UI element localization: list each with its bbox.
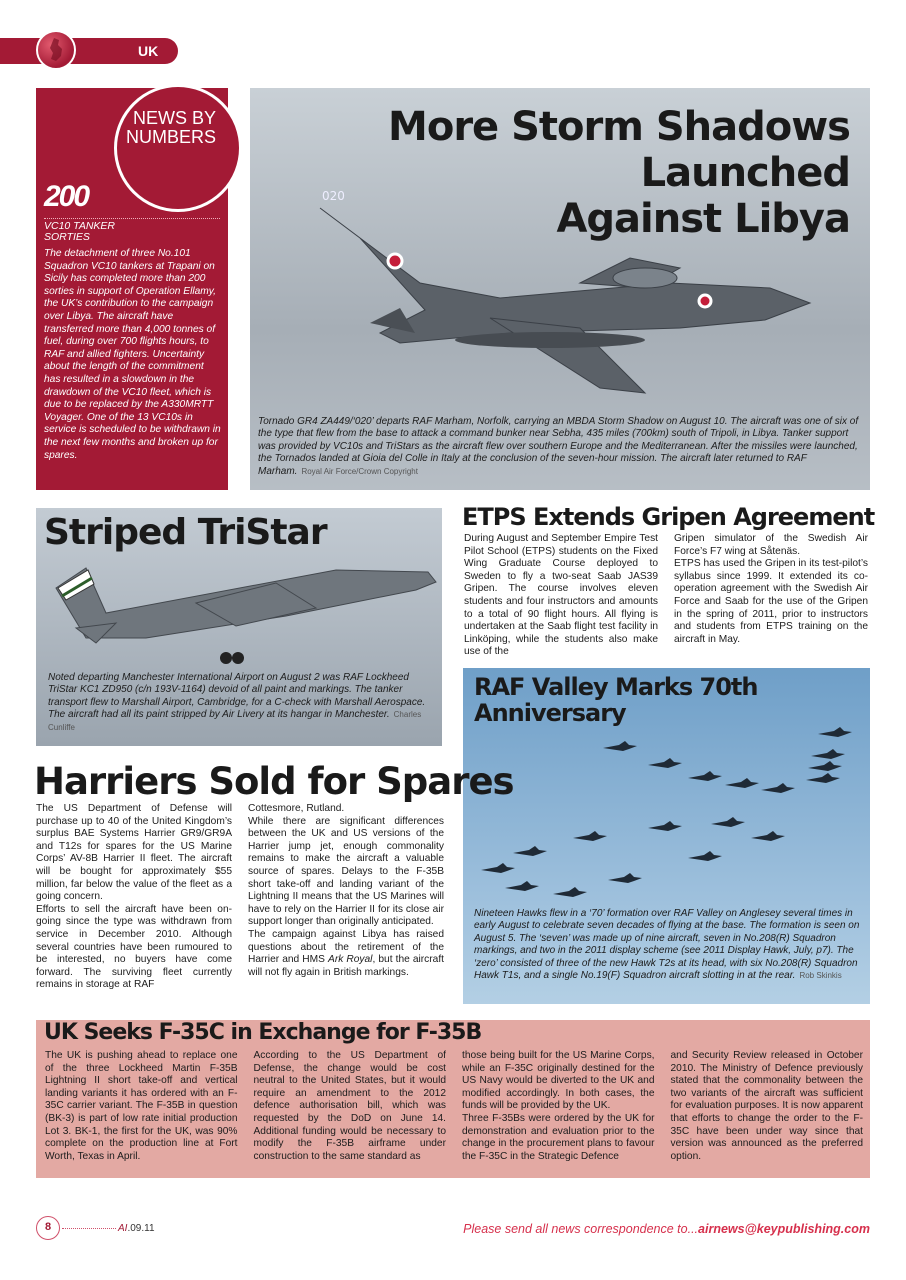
stat-number: 200	[44, 180, 89, 213]
harriers-column-1	[36, 803, 232, 992]
etps-column-2	[674, 533, 868, 646]
stat-body: The detachment of three No.101 Squadron VC10 tankers at Trapani on Sicily has completed more than 200 sorties in support of Operation Ellamy, the UK’s contribution to the campaign over Libya. The aircraft have transferred more than 4,000 tonnes of fuel, during over 700 flights hours, to RAF and allied fighters. Uncertainty about the length of the commitment has resulted in a slowdown in the drawdown of the VC10 fleet, which is due to be replaced by the A330MRTT Voyager. One of the 13 VC10s in service is scheduled to be withdrawn in the next few months and broken up for spares.	[44, 248, 221, 461]
ship-name: Ark Royal	[328, 954, 373, 966]
uk-map-icon	[36, 30, 76, 70]
paragraph: Three F-35Bs were ordered by the UK for demonstration and evaluation prior to the change in the procurement plans to favour the F-35C in the Strategic Defence	[462, 1112, 655, 1162]
text: , but the aircraft will not fly again in British markings.	[248, 954, 444, 978]
magazine-abbrev: AI	[118, 1223, 128, 1234]
storm-shadow-caption	[258, 416, 862, 478]
tail-code: 020	[322, 189, 345, 203]
paragraph: those being built for the US Marine Corps, while an F-35C originally destined for the US Navy would be diverted to the UK and modified accordingly. In both cases, the funds will be provided by the UK.	[462, 1050, 655, 1112]
stat-label: VC10 TANKER SORTIES	[44, 220, 115, 243]
tristar-headline: Striped TriStar	[44, 512, 327, 553]
paragraph: While there are significant differences between the UK and US versions of the Harrier jump jet, enough commonality remains to make the aircraft a valuable source of spares. Delays to the F-35B short take-off and landing variant of the Lightning II means that the US Marines will have to rely on the Harrier II for its close air support longer than originally anticipated.	[248, 815, 444, 928]
valley-headline	[474, 674, 757, 726]
issue-label	[118, 1223, 155, 1234]
caption-text: Nineteen Hawks flew in a ‘70’ formation over RAF Valley on Anglesey several times in early August to celebrate seven decades of flying at the base. The formation is seen on August 5. The ‘seven’ was made up of nine aircraft, seven in No.208(R) Squadron markings, and two in the 2011 display scheme (see 2011 Display Hawk, July, p7). The ‘zero’ consisted of three of the new Hawk T2s at its head, with six No.208(R) Squadron Hawk T1s, and a single No.19(F) Squadron aircraft slotting in at the rear.	[474, 908, 860, 982]
divider	[62, 1228, 116, 1229]
footer-text: Please send all news correspondence to...	[463, 1222, 699, 1236]
section-label: UK	[138, 43, 159, 59]
caption-text: Noted departing Manchester International Airport on August 2 was RAF Lockheed TriStar KC1 ZD950 (c/n 193V-1164) devoid of all paint and markings. The tanker transport flew to Marshall Airport, Cambridge, for a C-check with Marshall Aerospace. The aircraft had all its paint stripped by Air Livery at its hangar in Manchester.	[48, 672, 426, 721]
f35-columns	[45, 1050, 863, 1163]
f35-headline: UK Seeks F-35C in Exchange for F-35B	[44, 1020, 482, 1045]
harriers-headline: Harriers Sold for Spares	[34, 760, 514, 803]
paragraph: Gripen simulator of the Swedish Air Force’s F7 wing at Såtenäs.	[674, 533, 868, 557]
page-number: 8	[36, 1216, 60, 1240]
photo-credit: Charles Cunliffe	[48, 710, 422, 732]
headline-line-2: Anniversary	[474, 699, 626, 727]
paragraph: Cottesmore, Rutland.	[248, 803, 345, 814]
f35-column-2: According to the US Department of Defense, the change would be cost neutral to the United States, but it would require an amendment to the 2012 defence authorisation bill, which was requested by the DoD on June 14. Additional funding would be necessary to modify the F-35B airframe under construction to the same standard as	[253, 1050, 446, 1162]
divider	[44, 218, 220, 219]
valley-caption	[474, 908, 864, 982]
paragraph: ETPS has used the Gripen in its test-pilot’s syllabus since 1999. It extended its co-operation agreement with the Swedish Air Force and Saab for the use of the Gripen in the spring of 2011, prior to instructors and students from ETPS training on the aircraft in May.	[674, 558, 868, 645]
storm-shadow-headline	[250, 104, 850, 242]
text: The campaign against Libya has raised questions about the retirement of the Harrier and HMS	[248, 928, 444, 966]
paragraph	[248, 929, 444, 979]
etps-headline: ETPS Extends Gripen Agreement	[462, 503, 875, 531]
news-by-numbers-title: NEWS BY NUMBERS	[125, 108, 216, 147]
tristar-caption	[48, 672, 436, 734]
headline-line-2: Against Libya	[556, 196, 850, 242]
paragraph: Efforts to sell the aircraft have been on-going since the type was withdrawn from service in December 2010. Although several countries have been rumoured to be interested, no buyers have come forward. The surviving fleet currently remains in storage at RAF	[36, 903, 232, 991]
etps-column-1: During August and September Empire Test Pilot School (ETPS) students on the Fixed Wing Graduate Course deployed to Sweden to fly a two-seat Saab JAS39 Gripen. The course involves eleven students and four instructors and amounts to a total of 90 flight hours. All flying is undertaken at the Saab flight test facility in Linköping, while the students also make use of the	[464, 533, 658, 658]
contact-email[interactable]: airnews@keypublishing.com	[698, 1222, 870, 1236]
photo-credit: Rob Skinkis	[799, 971, 842, 981]
headline-line-1: RAF Valley Marks 70th	[474, 673, 758, 701]
f35-column-3	[462, 1050, 655, 1163]
photo-credit: Royal Air Force/Crown Copyright	[301, 466, 418, 476]
news-by-numbers-badge	[114, 84, 242, 212]
issue-date: .09.11	[127, 1223, 155, 1234]
paragraph: The US Department of Defense will purchase up to 40 of the United Kingdom’s surplus BAE Systems Harrier GR9/GR9A and T12s for spares for the US Marine Corps’ AV-8B Harrier II fleet. The aircraft will be bought for approximately $55 million, far below the value of the fleet as a going concern.	[36, 803, 232, 903]
headline-line-1: More Storm Shadows Launched	[388, 104, 850, 196]
harriers-column-2	[248, 803, 444, 979]
footer-message	[430, 1222, 870, 1236]
f35-column-4: and Security Review released in October 2010. The Ministry of Defence previously stated that the commonality between the two variants of the aircraft was sufficient for evaluation purposes. It is now apparent that efforts to change the order to the F-35C have been under way since that version was announced as the preferred option.	[670, 1050, 863, 1162]
caption-text: Tornado GR4 ZA449/‘020’ departs RAF Marham, Norfolk, carrying an MBDA Storm Shadow on August 10. The aircraft was one of six of the type that flew from the base to attack a command bunker near Sebha, 435 miles (700km) south of Tripoli, in Libya. Tanker support was provided by VC10s and TriStars as the aircraft flew over southern Europe and the Mediterranean. After the missiles were launched, the Tornados landed at Gioia del Colle in Italy at the conclusion of the seven-hour mission. The aircraft later returned to RAF Marham.	[258, 416, 859, 477]
f35-column-1: The UK is pushing ahead to replace one of the three Lockheed Martin F-35B Lightning II short take-off and vertical landing variants it has ordered with an F-35C carrier variant. The F-35B in question (BK-3) is part of low rate initial production Lot 3. BK-1, the first for the UK, was 90% complete on the production line at Fort Worth, Texas in April.	[45, 1050, 238, 1162]
